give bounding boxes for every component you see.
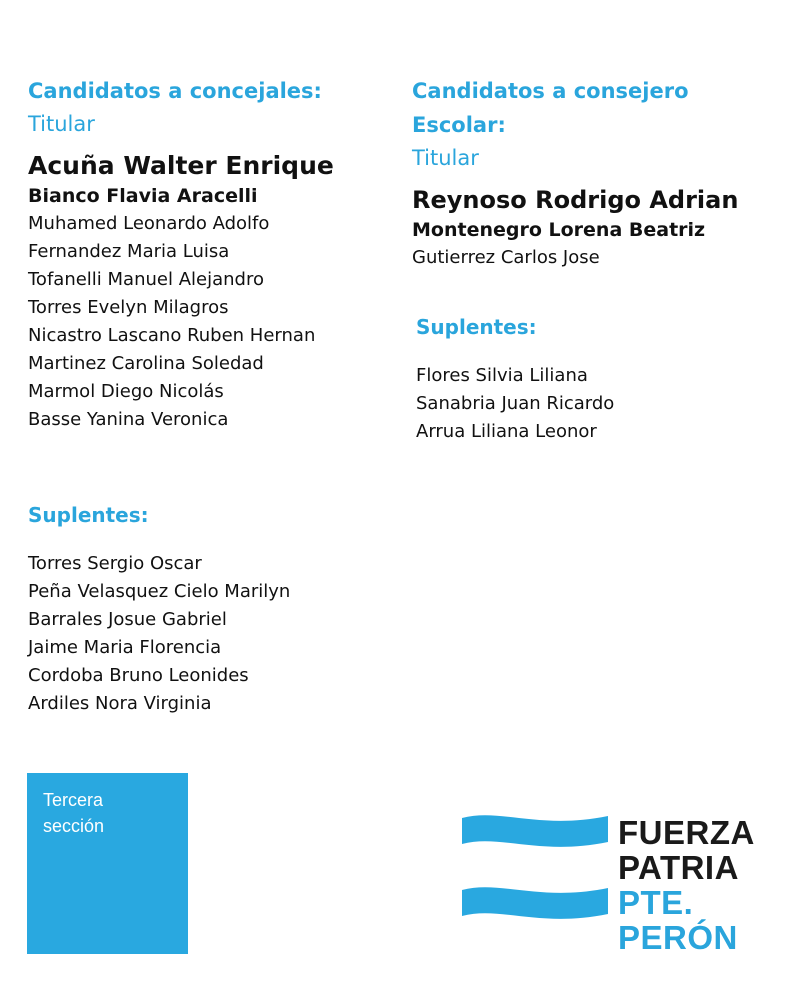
consejero-heading-line2: Escolar: bbox=[412, 113, 506, 137]
list-item: Tofanelli Manuel Alejandro bbox=[28, 269, 264, 290]
consejero-suplentes-heading: Suplentes: bbox=[416, 315, 537, 339]
logo-line2: PATRIA bbox=[618, 849, 739, 886]
list-item: Basse Yanina Veronica bbox=[28, 409, 229, 430]
list-item: Torres Sergio Oscar bbox=[28, 553, 202, 574]
list-item: Nicastro Lascano Ruben Hernan bbox=[28, 325, 316, 346]
list-item: Cordoba Bruno Leonides bbox=[28, 665, 249, 686]
list-item: Fernandez Maria Luisa bbox=[28, 241, 230, 262]
section-label bbox=[43, 787, 173, 839]
list-item: Flores Silvia Liliana bbox=[416, 365, 588, 386]
list-item: Torres Evelyn Milagros bbox=[28, 297, 229, 318]
section-label-line1: Tercera bbox=[43, 790, 104, 810]
logo-line3: PTE. bbox=[618, 884, 694, 921]
concejales-titulares-list bbox=[28, 210, 398, 434]
logo-line4: PERÓN bbox=[618, 919, 738, 956]
concejales-column bbox=[28, 74, 398, 434]
concejales-lead-candidate: Acuña Walter Enrique bbox=[28, 151, 334, 180]
logo-line1: FUERZA bbox=[618, 814, 755, 851]
consejero-second-candidate: Montenegro Lorena Beatriz bbox=[412, 219, 706, 241]
section-label-line2: sección bbox=[43, 816, 105, 836]
consejero-suplentes-list bbox=[416, 362, 614, 446]
list-item: Arrua Liliana Leonor bbox=[416, 421, 597, 442]
flag-waves-icon bbox=[460, 812, 610, 922]
list-item: Marmol Diego Nicolás bbox=[28, 381, 224, 402]
concejales-suplentes-heading: Suplentes: bbox=[28, 503, 149, 527]
party-logo bbox=[618, 815, 755, 955]
list-item: Peña Velasquez Cielo Marilyn bbox=[28, 581, 291, 602]
list-item: Barrales Josue Gabriel bbox=[28, 609, 227, 630]
consejero-third-candidate: Gutierrez Carlos Jose bbox=[412, 247, 600, 268]
list-item: Martinez Carolina Soledad bbox=[28, 353, 264, 374]
list-item: Muhamed Leonardo Adolfo bbox=[28, 213, 270, 234]
concejales-suplentes-list bbox=[28, 550, 290, 718]
list-item: Jaime Maria Florencia bbox=[28, 637, 222, 658]
consejero-column bbox=[412, 74, 792, 272]
consejero-lead-candidate: Reynoso Rodrigo Adrian bbox=[412, 186, 739, 214]
concejales-heading: Candidatos a concejales: bbox=[28, 79, 322, 103]
consejero-heading-line1: Candidatos a consejero bbox=[412, 79, 689, 103]
list-item: Sanabria Juan Ricardo bbox=[416, 393, 615, 414]
concejales-titular-label: Titular bbox=[28, 112, 95, 136]
consejero-titular-label: Titular bbox=[412, 146, 479, 170]
concejales-second-candidate: Bianco Flavia Aracelli bbox=[28, 185, 258, 207]
section-box bbox=[27, 773, 188, 954]
list-item: Ardiles Nora Virginia bbox=[28, 693, 212, 714]
